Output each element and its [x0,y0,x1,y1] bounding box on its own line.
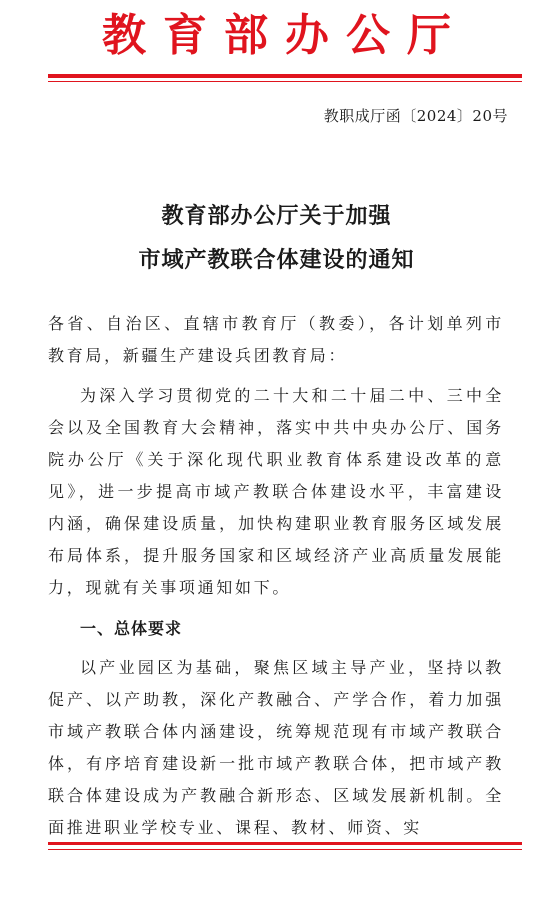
document-title-line2: 市域产教联合体建设的通知 [138,247,415,273]
body-paragraph-2: 以产业园区为基础，聚焦区域主导产业，坚持以教促产、以产助教，深化产教融合、产学合作，着力加强市域产教联合体内涵建设，统筹规范现有市域产教联合体，有序培育建设新一批市域产教联合体，把市域产教联合体建设成为产教融合新形态、区域发展新机制。全面推进职业学校专业、课程、教材、师资、实 [48,658,504,837]
salutation: 各省、自治区、直辖市教育厅（教委），各计划单列市教育局，新疆生产建设兵团教育局： [48,314,504,365]
header-red-rule-thin [48,81,522,82]
document-number: 教职成厅函〔2024〕20号 [323,107,508,125]
document-title-line1: 教育部办公厅关于加强 [161,203,392,229]
body-paragraph-1: 为深入学习贯彻党的二十大和二十届二中、三中全会以及全国教育大会精神，落实中共中央办公厅、国务院办公厅《关于深化现代职业教育体系建设改革的意见》，进一步提高市域产教联合体建设水平，丰富建设内涵，确保建设质量，加快构建职业教育服务区域发展布局体系，提升服务国家和区域经济产业高质量发展能力，现就有关事项通知如下。 [48,386,504,597]
header-red-rule [48,74,522,78]
section-heading-general-requirements: 一、总体要求 [80,619,183,638]
issuer-header: 教育部办公厅 [102,10,468,61]
footer-red-rule-thin [48,849,522,850]
footer-red-rule [48,842,522,845]
